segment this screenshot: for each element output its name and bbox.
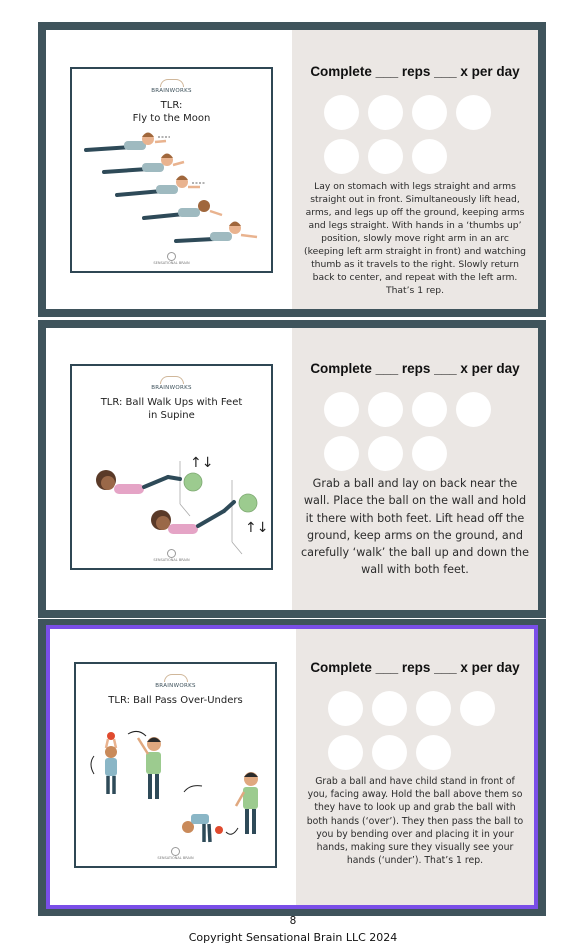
svg-text:↑↓: ↑↓ (245, 520, 269, 536)
rep-tracker-circles (324, 392, 500, 471)
instruction-panel (296, 629, 534, 905)
card-inner (46, 328, 538, 610)
exercise-description: Grab a ball and have child stand in front of you, facing away. Hold the ball above them so they have to look up and grab the ball with both hands (‘over’). They then pass the ball to you by bending over and placing it in your hands, making sure they visually see your hands (‘under’). That’s 1 rep. (306, 776, 524, 867)
rep-circle[interactable] (324, 392, 359, 427)
reps-heading: Complete ___ reps ___ x per day (310, 660, 520, 675)
rep-circle[interactable] (328, 691, 363, 726)
rep-circle[interactable] (368, 95, 403, 130)
child-figure-5 (176, 222, 257, 242)
rep-circle[interactable] (460, 691, 495, 726)
brainworks-logo: BRAINWORKS (76, 674, 275, 689)
exercise-title: TLR: Ball Pass Over-Unders (108, 695, 243, 706)
illustration-frame (70, 67, 273, 273)
exercise-card-ball-pass-over-unders[interactable] (38, 619, 546, 916)
adult-standing-2 (236, 772, 258, 834)
illustration-frame (74, 662, 277, 868)
reps-heading: Complete ___ reps ___ x per day (310, 361, 520, 376)
instruction-panel (292, 328, 538, 610)
rep-circle[interactable] (456, 95, 491, 130)
sensational-brain-mini-logo: SENSATIONAL BRAIN (72, 549, 271, 562)
rep-tracker-circles (324, 95, 500, 174)
rep-circle[interactable] (324, 436, 359, 471)
copyright-footer: Copyright Sensational Brain LLC 2024 (188, 931, 398, 944)
card-inner-selected (46, 625, 538, 909)
sensational-brain-mini-logo: SENSATIONAL BRAIN (72, 252, 271, 265)
illustration-frame (70, 364, 273, 570)
instruction-panel (292, 30, 538, 309)
exercise-description: Lay on stomach with legs straight and arms straight out in front. Simultaneously lift head, arms, and legs up off the ground, keeping arms and legs straight. With hands in a ‘thumbs up’ position, slowly move right arm in an arc (keeping left arm straight in front) and watching thumb as it travels to the right. Slowly return back to center, and repeat with the left arm. That’s 1 rep. (304, 181, 526, 296)
rep-circle[interactable] (456, 392, 491, 427)
rep-circle[interactable] (328, 735, 363, 770)
rep-circle[interactable] (372, 691, 407, 726)
svg-text:↑↓: ↑↓ (190, 455, 214, 471)
rep-circle[interactable] (416, 735, 451, 770)
illustration-panel (46, 30, 292, 309)
reps-heading: Complete ___ reps ___ x per day (310, 64, 520, 79)
card-inner (46, 30, 538, 309)
rep-circle[interactable] (412, 392, 447, 427)
rep-circle[interactable] (368, 392, 403, 427)
rep-circle[interactable] (324, 139, 359, 174)
exercise-card-fly-to-the-moon (38, 22, 546, 317)
rep-circle[interactable] (368, 139, 403, 174)
child-figure-2 (104, 154, 184, 173)
exercise-description: Grab a ball and lay on back near the wall. Place the ball on the wall and hold it there with both feet. Lift head off the ground, keep arms on the ground, and carefully ‘walk’ the ball up and down the wall with both feet. (300, 477, 530, 577)
fly-to-the-moon-illustration (72, 69, 271, 271)
child-figure-3 (117, 176, 206, 196)
illustration-panel (46, 328, 292, 610)
rep-circle[interactable] (412, 139, 447, 174)
rep-tracker-circles (328, 691, 504, 770)
child-figure-4 (144, 200, 222, 218)
child-supine-2 (151, 494, 268, 536)
child-bending-over (182, 786, 238, 842)
ball-walk-ups-illustration (72, 366, 271, 568)
ball-pass-illustration (76, 664, 271, 862)
rep-circle[interactable] (416, 691, 451, 726)
child-reaching-up (91, 731, 146, 794)
exercise-title: TLR: Ball Walk Ups with Feet in Supine (100, 397, 243, 421)
rep-circle[interactable] (412, 95, 447, 130)
rep-circle[interactable] (368, 436, 403, 471)
rep-circle[interactable] (324, 95, 359, 130)
adult-standing-1 (138, 737, 161, 799)
exercise-title: TLR: Fly to the Moon (132, 100, 211, 124)
child-supine-1 (96, 455, 213, 494)
sensational-brain-mini-logo: SENSATIONAL BRAIN (76, 847, 275, 860)
rep-circle[interactable] (372, 735, 407, 770)
illustration-panel (50, 629, 296, 905)
brainworks-logo: BRAINWORKS (72, 79, 271, 94)
exercise-card-ball-walk-ups (38, 320, 546, 618)
page-number: 8 (289, 915, 297, 927)
rep-circle[interactable] (412, 436, 447, 471)
brainworks-logo: BRAINWORKS (72, 376, 271, 391)
child-figure-1 (86, 133, 170, 151)
